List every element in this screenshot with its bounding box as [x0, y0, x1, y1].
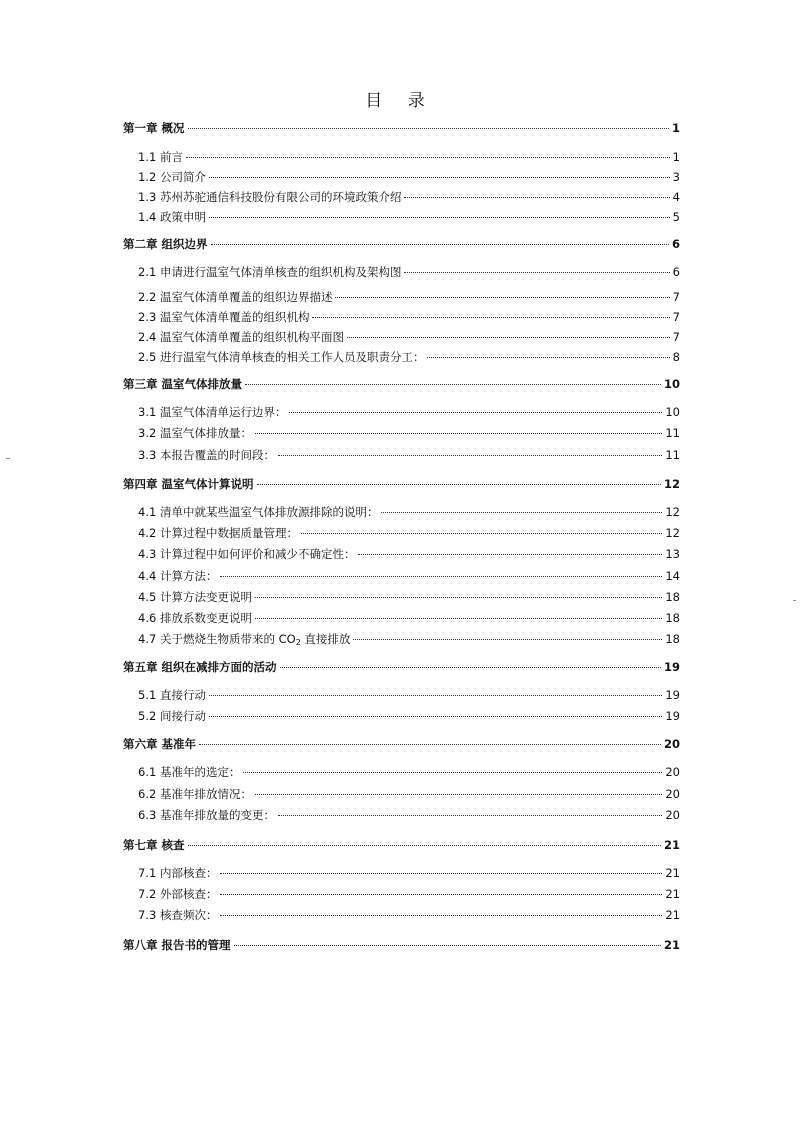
toc-dot-leader	[220, 894, 662, 895]
toc-dot-leader	[278, 815, 662, 816]
toc-section-entry[interactable]	[138, 310, 680, 324]
toc-dot-leader	[209, 716, 662, 717]
toc-section-entry[interactable]	[138, 190, 680, 204]
toc-page-number: 12	[663, 477, 680, 491]
toc-section-entry[interactable]	[138, 547, 680, 561]
toc-page-number: 11	[665, 426, 680, 440]
toc-entry-label: 3.2 温室气体排放量：	[138, 426, 252, 440]
toc-entry-label: 7.3 核查频次：	[138, 908, 218, 922]
toc-dot-leader	[220, 915, 662, 916]
toc-page-number: 11	[665, 448, 680, 462]
toc-dot-leader	[404, 272, 669, 273]
toc-page-number: 8	[672, 350, 680, 364]
toc-page-number: 21	[663, 838, 680, 852]
toc-entry-label: 4.7 关于燃烧生物质带来的 $CO_2$ 直接排放	[138, 632, 351, 647]
toc-entry-label: 2.2 温室气体清单覆盖的组织边界描述	[138, 290, 333, 304]
toc-section-entry[interactable]	[138, 448, 680, 462]
toc-dot-leader	[353, 639, 662, 640]
toc-page-number: 19	[665, 709, 680, 723]
toc-chapter-entry[interactable]	[123, 237, 680, 251]
toc-entry-label: 1.1 前言	[138, 150, 183, 164]
toc-dot-leader	[245, 384, 661, 385]
toc-page-number: 20	[663, 737, 680, 751]
toc-section-entry[interactable]	[138, 765, 680, 779]
toc-dot-leader	[209, 217, 670, 218]
toc-section-entry[interactable]	[138, 866, 680, 880]
toc-page-number: 4	[672, 190, 680, 204]
toc-entry-label: 第一章 概况	[123, 121, 185, 135]
toc-entry-label: 1.3 苏州苏驼通信科技股份有限公司的环境政策介绍	[138, 190, 402, 204]
toc-dot-leader	[255, 597, 662, 598]
toc-section-entry[interactable]	[138, 350, 680, 364]
toc-entry-label: 3.3 本报告覆盖的时间段：	[138, 448, 275, 462]
toc-entry-label: 4.1 清单中就某些温室气体排放源排除的说明：	[138, 505, 379, 519]
toc-chapter-entry[interactable]	[123, 938, 680, 952]
toc-section-entry[interactable]	[138, 526, 680, 540]
toc-page-number: 6	[672, 265, 680, 279]
toc-section-entry[interactable]	[138, 569, 680, 583]
toc-section-entry[interactable]	[138, 611, 680, 625]
toc-page-number: 21	[665, 866, 680, 880]
toc-dot-leader	[335, 297, 669, 298]
toc-dot-leader	[381, 512, 662, 513]
toc-entry-label: 5.1 直接行动	[138, 688, 206, 702]
toc-entry-label: 第四章 温室气体计算说明	[123, 477, 254, 491]
toc-dot-leader	[278, 455, 662, 456]
toc-dot-leader	[209, 695, 662, 696]
toc-entry-label: 4.3 计算过程中如何评价和减少不确定性：	[138, 547, 356, 561]
toc-section-entry[interactable]	[138, 709, 680, 723]
toc-dot-leader	[255, 618, 662, 619]
toc-page-number: 19	[663, 660, 680, 674]
toc-page-number: 20	[665, 765, 680, 779]
toc-section-entry[interactable]	[138, 908, 680, 922]
toc-dot-leader	[289, 412, 662, 413]
toc-section-entry[interactable]	[138, 787, 680, 801]
toc-page-number: 10	[663, 377, 680, 391]
toc-entry-label: 2.5 进行温室气体清单核查的相关工作人员及职责分工：	[138, 350, 425, 364]
toc-page-number: 1	[672, 150, 680, 164]
toc-chapter-entry[interactable]	[123, 477, 680, 491]
toc-entry-label: 2.1 申请进行温室气体清单核查的组织机构及架构图	[138, 265, 402, 279]
toc-dot-leader	[243, 772, 662, 773]
toc-dot-leader	[301, 533, 662, 534]
toc-page-number: 5	[672, 210, 680, 224]
toc-dot-leader	[186, 157, 670, 158]
toc-page-number: 6	[671, 237, 680, 251]
toc-dot-leader	[358, 554, 662, 555]
toc-dot-leader	[188, 845, 661, 846]
toc-entry-label: 4.2 计算过程中数据质量管理：	[138, 526, 298, 540]
toc-chapter-entry[interactable]	[123, 377, 680, 391]
toc-entry-label: 4.6 排放系数变更说明	[138, 611, 252, 625]
toc-page-number: 10	[665, 405, 680, 419]
toc-section-entry[interactable]	[138, 265, 680, 279]
toc-dot-leader	[209, 177, 670, 178]
toc-section-entry[interactable]	[138, 632, 680, 650]
page-title: 目 录	[365, 91, 435, 111]
toc-page-number: 12	[665, 505, 680, 519]
toc-entry-label: 第二章 组织边界	[123, 237, 208, 251]
toc-entry-label: 第七章 核查	[123, 838, 185, 852]
toc-page-number: 18	[665, 611, 680, 625]
toc-page-number: 7	[672, 330, 680, 344]
toc-page-number: 12	[665, 526, 680, 540]
toc-entry-label: 1.2 公司简介	[138, 170, 206, 184]
toc-entry-label: 6.1 基准年的选定：	[138, 765, 241, 779]
toc-entry-label: 第六章 基准年	[123, 737, 197, 751]
toc-dot-leader	[255, 794, 662, 795]
toc-page-number: 18	[665, 590, 680, 604]
toc-dot-leader	[257, 484, 661, 485]
toc-section-entry[interactable]	[138, 330, 680, 344]
toc-dot-leader	[312, 317, 669, 318]
toc-section-entry[interactable]	[138, 405, 680, 419]
toc-page-number: 1	[671, 121, 680, 135]
toc-entry-label: 6.3 基准年排放量的变更：	[138, 808, 275, 822]
toc-section-entry[interactable]	[138, 887, 680, 901]
toc-section-entry[interactable]	[138, 808, 680, 822]
toc-entry-label: 6.2 基准年排放情况：	[138, 787, 252, 801]
toc-page-number: 21	[665, 887, 680, 901]
toc-entry-label: 7.2 外部核查：	[138, 887, 218, 901]
toc-entry-label: 4.5 计算方法变更说明	[138, 590, 252, 604]
toc-page-number: 19	[665, 688, 680, 702]
toc-page-number: 21	[665, 908, 680, 922]
toc-section-entry[interactable]	[138, 170, 680, 184]
toc-chapter-entry[interactable]	[123, 838, 680, 852]
toc-page-number: 20	[665, 808, 680, 822]
toc-page-number: 7	[672, 290, 680, 304]
toc-dot-leader	[211, 244, 669, 245]
toc-section-entry[interactable]	[138, 688, 680, 702]
toc-entry-label: 4.4 计算方法：	[138, 569, 218, 583]
toc-entry-label: 第八章 报告书的管理	[123, 938, 231, 952]
toc-page-number: 13	[665, 547, 680, 561]
toc-page-number: 7	[672, 310, 680, 324]
toc-page-number: 20	[665, 787, 680, 801]
toc-dot-leader	[280, 667, 661, 668]
toc-entry-label: 2.4 温室气体清单覆盖的组织机构平面图	[138, 330, 344, 344]
toc-section-entry[interactable]	[138, 210, 680, 224]
scan-mark-right	[793, 600, 796, 601]
toc-entry-label: 第三章 温室气体排放量	[123, 377, 243, 391]
toc-section-entry[interactable]	[138, 590, 680, 604]
toc-section-entry[interactable]	[138, 426, 680, 440]
toc-section-entry[interactable]	[138, 290, 680, 304]
toc-entry-label: 第五章 组织在减排方面的活动	[123, 660, 277, 674]
toc-section-entry[interactable]	[138, 505, 680, 519]
toc-chapter-entry[interactable]	[123, 737, 680, 751]
toc-entry-label: 3.1 温室气体清单运行边界：	[138, 405, 287, 419]
toc-entry-label: 2.3 温室气体清单覆盖的组织机构	[138, 310, 310, 324]
toc-page-number: 3	[672, 170, 680, 184]
toc-entry-label: 5.2 间接行动	[138, 709, 206, 723]
toc-chapter-entry[interactable]	[123, 660, 680, 674]
toc-dot-leader	[199, 744, 661, 745]
toc-page-number: 18	[665, 632, 680, 646]
scan-mark-left	[6, 458, 10, 459]
toc-dot-leader	[255, 433, 662, 434]
toc-dot-leader	[220, 873, 662, 874]
toc-dot-leader	[234, 945, 661, 946]
toc-dot-leader	[188, 128, 669, 129]
toc-page-number: 21	[663, 938, 680, 952]
toc-dot-leader	[347, 337, 670, 338]
toc-section-entry[interactable]	[138, 150, 680, 164]
toc-dot-leader	[427, 357, 669, 358]
toc-entry-label: 7.1 内部核查：	[138, 866, 218, 880]
toc-dot-leader	[404, 197, 669, 198]
toc-chapter-entry[interactable]	[123, 121, 680, 135]
toc-dot-leader	[220, 576, 662, 577]
toc-entry-label: 1.4 政策申明	[138, 210, 206, 224]
toc-page-number: 14	[665, 569, 680, 583]
